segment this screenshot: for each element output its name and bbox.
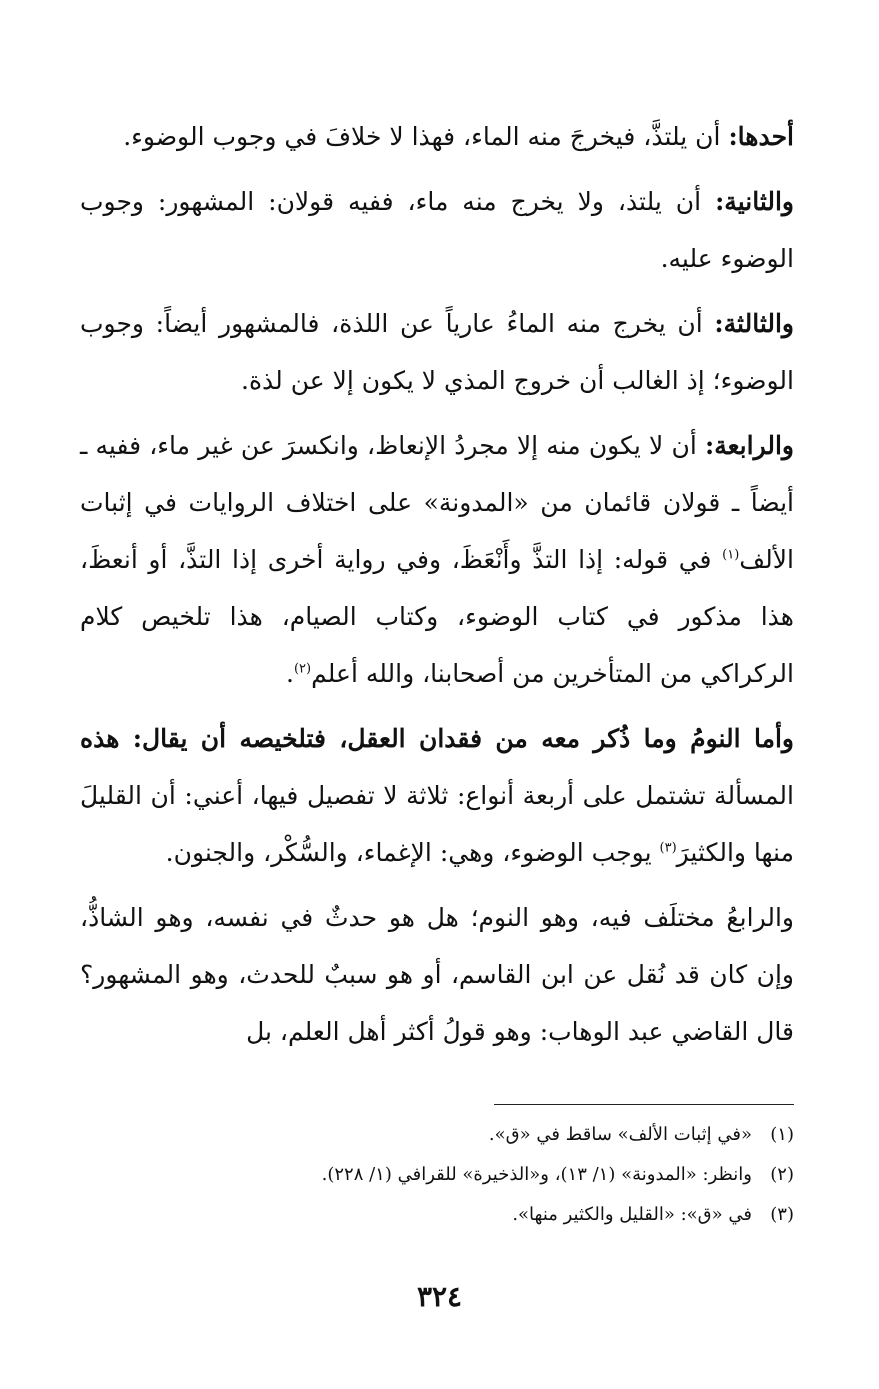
footnote-item [80,1155,794,1195]
footnote-number: (٢) [770,1164,794,1185]
paragraph-text: أن يلتذ، ولا يخرج منه ماء، ففيه قولان: المشهور: وجوب الوضوء عليه. [80,187,794,273]
paragraph-fourth-case [80,417,794,702]
footnote-number: (١) [770,1124,794,1145]
paragraph-lead: أحدها: [728,122,794,151]
paragraph-first-case [80,108,794,165]
paragraph-text: في قوله: إذا التذَّ وأَنْعَظَ، وفي رواية أخرى إذا التذَّ، أو أنعظَ، هذا مذكور في كتاب الوضوء، وكتاب الصيام، هذا تلخيص كلام الركراكي من المتأخرين من أصحابنا، والله أعلم [80,545,794,688]
paragraph-text: المسألة تشتمل على أربعة أنواع: ثلاثة لا تفصيل فيها، أعني: أن القليلَ منها والكثيرَ [80,781,795,867]
footnote-reference[interactable]: (٢) [293,661,312,677]
paragraph-lead: والثالثة: [714,309,794,338]
footnote-number: (٣) [770,1204,794,1225]
footnote-item [80,1195,794,1235]
paragraph-lead-tail: هذه [80,724,133,753]
paragraph-text: . [286,659,294,688]
footnote-divider [494,1104,794,1105]
paragraph-second-case [80,173,794,287]
paragraph-lead: والرابعة: [704,431,794,460]
paragraph-text: أن يلتذَّ، فيخرجَ منه الماء، فهذا لا خلافَ في وجوب الوضوء. [123,122,729,151]
main-text [80,108,794,1068]
page-number: ٣٢٤ [416,1280,463,1313]
footnote-text: وانظر: «المدونة» (١/ ١٣)، و«الذخيرة» للقرافي (١/ ٢٢٨). [321,1164,752,1185]
paragraph-sleep [80,710,794,881]
footnote-text: «في إثبات الألف» ساقط في «ق». [488,1124,752,1145]
paragraph-text: والرابعُ مختلَف فيه، وهو النوم؛ هل هو حدثٌ في نفسه، وهو الشاذُّ، وإن كان قد نُقل عن ابن القاسم، أو هو سببٌ للحدث، وهو المشهور؟ قال القاضي عبد الوهاب: وهو قولُ أكثر أهل العلم، بل [80,903,794,1046]
footnotes [80,1104,794,1235]
footnote-text: في «ق»: «القليل والكثير منها». [512,1204,752,1225]
paragraph-text: يوجب الوضوء، وهي: الإغماء، والسُّكْر، والجنون. [165,838,660,867]
paragraph-lead: والثانية: [715,187,794,216]
footnote-item [80,1115,794,1155]
paragraph-lead: وأما النومُ وما ذُكر معه من فقدان العقل، فتلخيصه أن يقال: [132,724,794,753]
footnote-reference[interactable]: (٣) [659,840,677,856]
paragraph-third-case [80,295,794,409]
paragraph-text: أن لا يكون منه إلا مجردُ الإنعاظ، وانكسرَ عن غير ماء، ففيه ـ أيضاً ـ قولان قائمان من «المدونة» على اختلاف الروايات في إثبات الألف [80,431,794,574]
paragraph-fourth-type [80,889,794,1060]
paragraph-text: أن يخرج منه الماءُ عارياً عن اللذة، فالمشهور أيضاً: وجوب الوضوء؛ إذ الغالب أن خروج المذي لا يكون إلا عن لذة. [80,309,794,395]
footnote-reference[interactable]: (١) [722,547,740,563]
